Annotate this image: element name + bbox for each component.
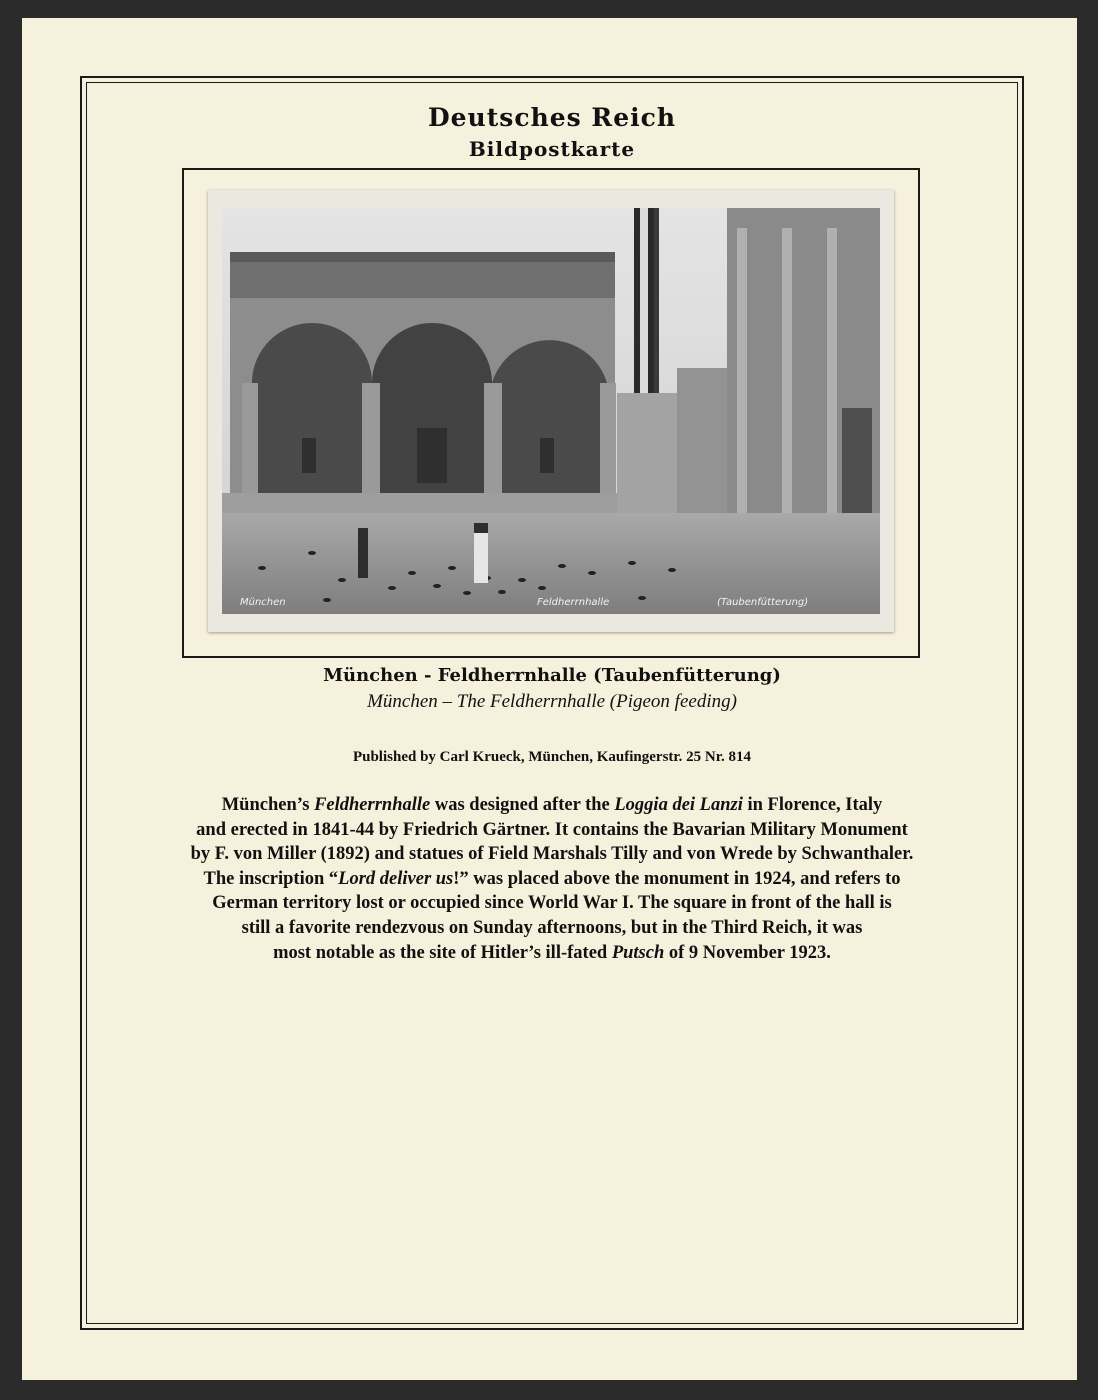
description-italic-run: Feldherrnhalle	[314, 795, 431, 815]
page-border	[80, 76, 1024, 1330]
postcard-label-left: München	[240, 597, 286, 608]
postcard-label-center: Feldherrnhalle	[537, 597, 610, 608]
postcard-mount	[182, 168, 920, 658]
page-border-inner	[86, 82, 1018, 1324]
description-run: in Florence, Italy	[742, 795, 883, 815]
page-subtitle: Bildpostkarte	[468, 137, 636, 161]
description-run: München’s	[221, 795, 315, 815]
description-italic-run: Lord deliver us	[338, 868, 454, 889]
description-run: was designed after the	[430, 795, 615, 815]
description-italic-run: Loggia dei Lanzi	[614, 795, 743, 815]
child-figure	[474, 528, 488, 583]
album-page	[22, 18, 1077, 1380]
postcard	[208, 190, 894, 632]
description-run: by F. von Miller (1892) and statues of Field Marshals Tilly and von Wrede by Schwanthaler.	[190, 844, 914, 865]
theatinerkirche-facade	[727, 208, 880, 538]
feldherrnhalle-building	[222, 252, 622, 513]
description-line	[117, 842, 987, 867]
page-title: Deutsches Reich	[427, 103, 677, 132]
description-italic-run: Putsch	[611, 942, 665, 963]
description-run: !” was placed above the monument in 1924, and refers to	[453, 868, 901, 889]
description-line	[117, 916, 987, 941]
description-run: The inscription “	[203, 868, 339, 889]
postcard-label-right: (Taubenfütterung)	[717, 597, 809, 608]
postcard-photo	[222, 208, 880, 614]
description-line	[117, 891, 987, 916]
description-run: and erected in 1841-44 by Friedrich Gärtner. It contains the Bavarian Military Monument	[196, 819, 908, 840]
description-run: most notable as the site of Hitler’s ill-fated	[273, 942, 612, 963]
description-line	[117, 941, 987, 966]
description-run: of 9 November 1923.	[664, 942, 831, 963]
description-line	[117, 818, 987, 843]
description-run: German territory lost or occupied since World War I. The square in front of the hall is	[212, 893, 892, 914]
caption-german: München - Feldherrnhalle (Taubenfütterung)	[323, 665, 781, 686]
description-line	[117, 793, 987, 818]
caption-english: München – The Feldherrnhalle (Pigeon feeding)	[367, 691, 737, 712]
description-paragraph	[117, 793, 987, 965]
publisher-line: Published by Carl Krueck, München, Kaufingerstr. 25 Nr. 814	[352, 749, 752, 765]
woman-figure	[358, 528, 368, 578]
description-run: still a favorite rendezvous on Sunday afternoons, but in the Third Reich, it was	[241, 917, 863, 938]
description-line	[117, 867, 987, 892]
